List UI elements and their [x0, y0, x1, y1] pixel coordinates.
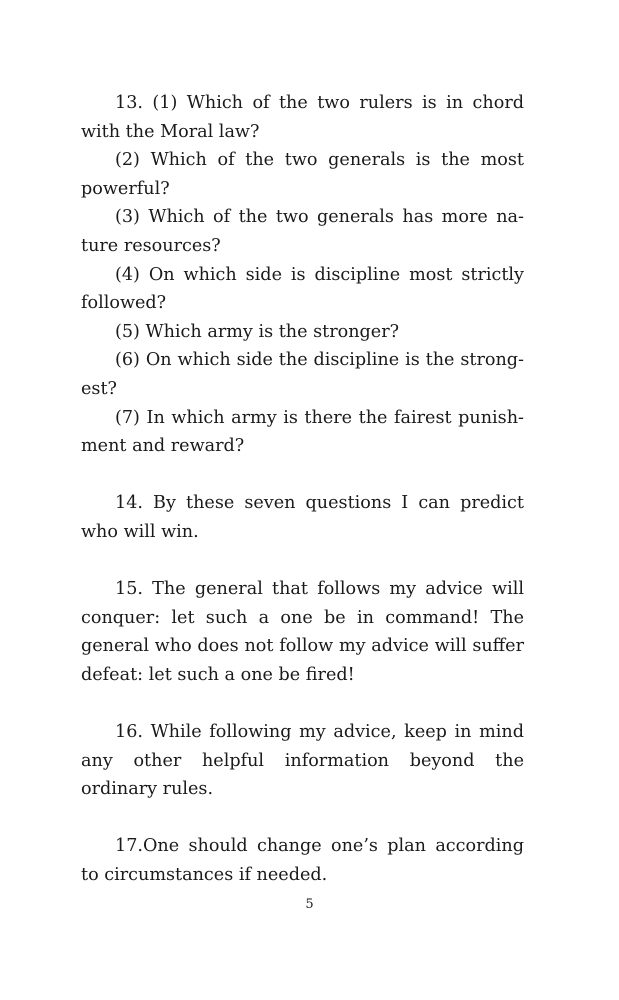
page-number: 5 [305, 897, 314, 912]
paragraph-spacer [81, 461, 524, 490]
paragraph-13-1: 13. (1) Which of the two rulers is in chord with the Moral law? [81, 93, 524, 142]
paragraph-17: 17.One should change one’s plan according to circumstances if needed. [81, 836, 524, 886]
paragraph-15: 15. The general that follows my advice will conquer: let such a one be in command! The general who does not follow my advice will suffer defeat: let such a one be fired! [81, 579, 524, 685]
page-body [81, 89, 524, 890]
paragraph-13-2: (2) Which of the two generals is the most powerful? [81, 150, 524, 199]
paragraph-13-6: (6) On which side the discipline is the strongest? [81, 350, 524, 399]
paragraph-13-7: (7) In which army is there the fairest punishment and reward? [81, 407, 524, 457]
paragraph-13-3: (3) Which of the two generals has more nature resources? [81, 207, 524, 256]
paragraph-16: 16. While following my advice, keep in mind any other helpful information beyond the ordinary rules. [81, 722, 524, 800]
paragraph-13-4: (4) On which side is discipline most strictly followed? [81, 264, 524, 314]
paragraph-spacer [81, 689, 524, 718]
paragraph-spacer [81, 547, 524, 576]
paragraph-14: 14. By these seven questions I can predict who will win. [81, 493, 524, 542]
paragraph-13-5: (5) Which army is the stronger? [115, 321, 400, 342]
paragraph-spacer [81, 804, 524, 833]
